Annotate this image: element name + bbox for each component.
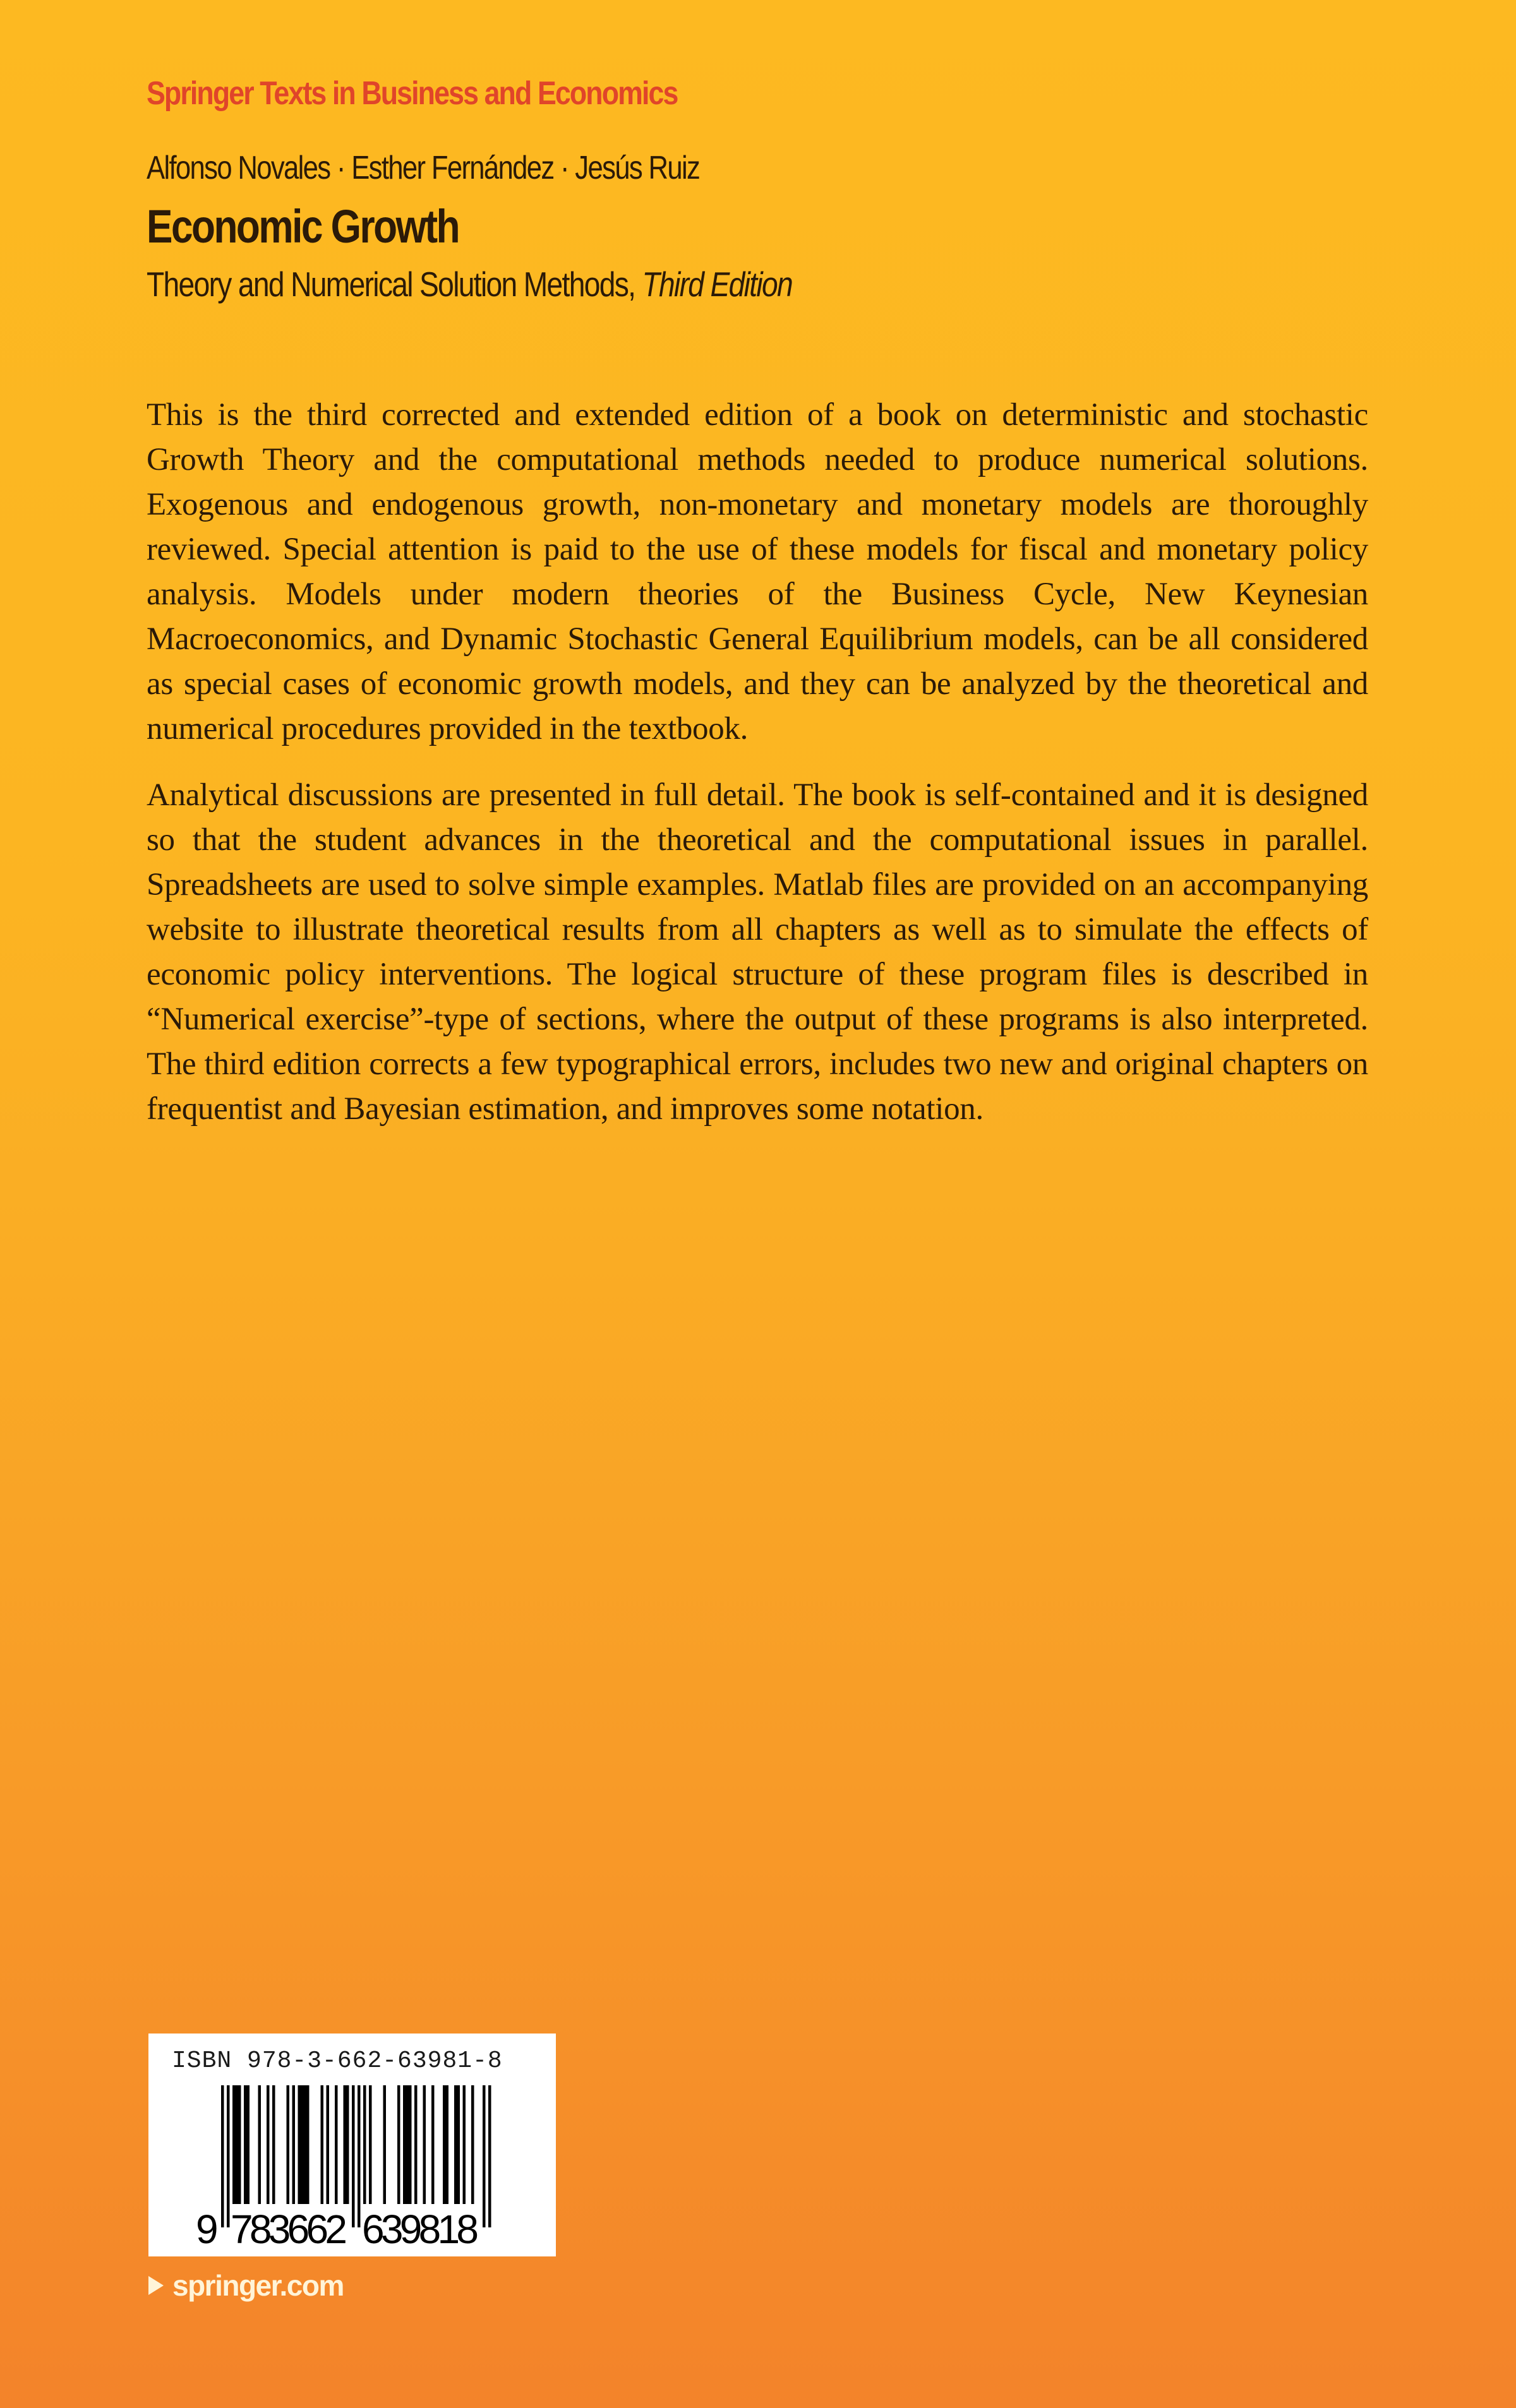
barcode-bar [463, 2085, 466, 2204]
barcode-bar [346, 2085, 349, 2204]
barcode-bar [304, 2085, 307, 2204]
barcode-bar [431, 2085, 435, 2204]
barcode-bar [471, 2085, 474, 2204]
barcode-bar [306, 2085, 310, 2204]
book-subtitle [147, 264, 792, 304]
barcode-bar [409, 2085, 412, 2204]
subtitle-main: Theory and Numerical Solution Methods, [147, 265, 642, 304]
barcode-bar [236, 2085, 239, 2204]
barcode-guard-bar [352, 2085, 355, 2227]
website-link[interactable] [148, 2268, 344, 2303]
barcode-bar [321, 2085, 324, 2204]
isbn-barcode-box [148, 2034, 556, 2256]
authors: Alfonso Novales · Esther Fernández · Jesús Ruiz [147, 150, 700, 186]
barcode-bar [406, 2085, 409, 2204]
barcode-bar [244, 2085, 247, 2204]
barcode-bar [247, 2085, 250, 2204]
barcode-bar [298, 2085, 301, 2204]
barcode-bar [238, 2085, 241, 2204]
barcode-bar [267, 2085, 270, 2204]
barcode-bar [423, 2085, 426, 2204]
barcode-guard-bar [488, 2085, 491, 2227]
barcode-bar [232, 2085, 236, 2204]
blurb-paragraph: This is the third corrected and extended edition of a book on deterministic and stochastic Growth Theory and the computational methods needed to produce numerical solutions. Exogenous and endogenous growth, non-monetary and monetary models are thoroughly reviewed. Special attention is paid to the use of these models for fiscal and monetary policy analysis. Models under modern theories of the Business Cycle, New Keynesian Macroeconomics, and Dynamic Stochastic General Equilibrium models, can be all considered as special cases of economic growth models, and they can be analyzed by the theoretical and numerical procedures provided in the textbook. [147, 397, 1368, 746]
barcode-bar [414, 2085, 418, 2204]
barcode-bar [403, 2085, 406, 2204]
ean-digit-group-right: 639818 [362, 2207, 479, 2249]
ean-digit-lead: 9 [196, 2207, 219, 2249]
barcode-bar [363, 2085, 366, 2204]
barcode-bar [292, 2085, 296, 2204]
blurb-paragraph: Analytical discussions are presented in full detail. The book is self-contained and it is designed so that the student advances in the theoretical and the computational issues in parallel. Spreadsheets are used to solve simple examples. Matlab files are provided on an accompanying website to illustrate theoretical results from all chapters as well as to simulate the effects of economic policy interventions. The logical structure of these program files is described in “Numerical exercise”-type of sections, where the output of these programs is also interpreted. The third edition corrects a few typographical errors, includes two new and original chapters on frequentist and Bayesian estimation, and improves some notation. [147, 777, 1368, 1127]
barcode-bar [454, 2085, 457, 2204]
barcode-bar [369, 2085, 372, 2204]
isbn-label: ISBN 978-3-662-63981-8 [172, 2047, 503, 2075]
barcode-bar [335, 2085, 338, 2204]
barcode-bar [383, 2085, 387, 2204]
barcode-guard-bar [483, 2085, 486, 2227]
barcode-bar [301, 2085, 304, 2204]
edition-label: Third Edition [642, 265, 792, 304]
book-title: Economic Growth [147, 200, 459, 253]
website-label: springer.com [172, 2269, 344, 2302]
barcode-bar [457, 2085, 460, 2204]
barcode-bar [272, 2085, 275, 2204]
barcode-bar [443, 2085, 446, 2204]
barcode-bar [327, 2085, 330, 2204]
barcode-guard-bar [221, 2085, 224, 2227]
play-triangle-icon [148, 2276, 164, 2295]
barcode-bar [258, 2085, 262, 2204]
barcode-bar [287, 2085, 290, 2204]
barcode-bar [344, 2085, 347, 2204]
barcode-guard-bar [227, 2085, 230, 2227]
blurb [147, 393, 1368, 1153]
barcode [193, 2085, 508, 2249]
barcode-guard-bar [358, 2085, 361, 2227]
barcode-bar [446, 2085, 449, 2204]
series-title: Springer Texts in Business and Economics [147, 75, 678, 112]
ean-digit-group-left: 783662 [231, 2207, 347, 2249]
barcode-bar [397, 2085, 400, 2204]
